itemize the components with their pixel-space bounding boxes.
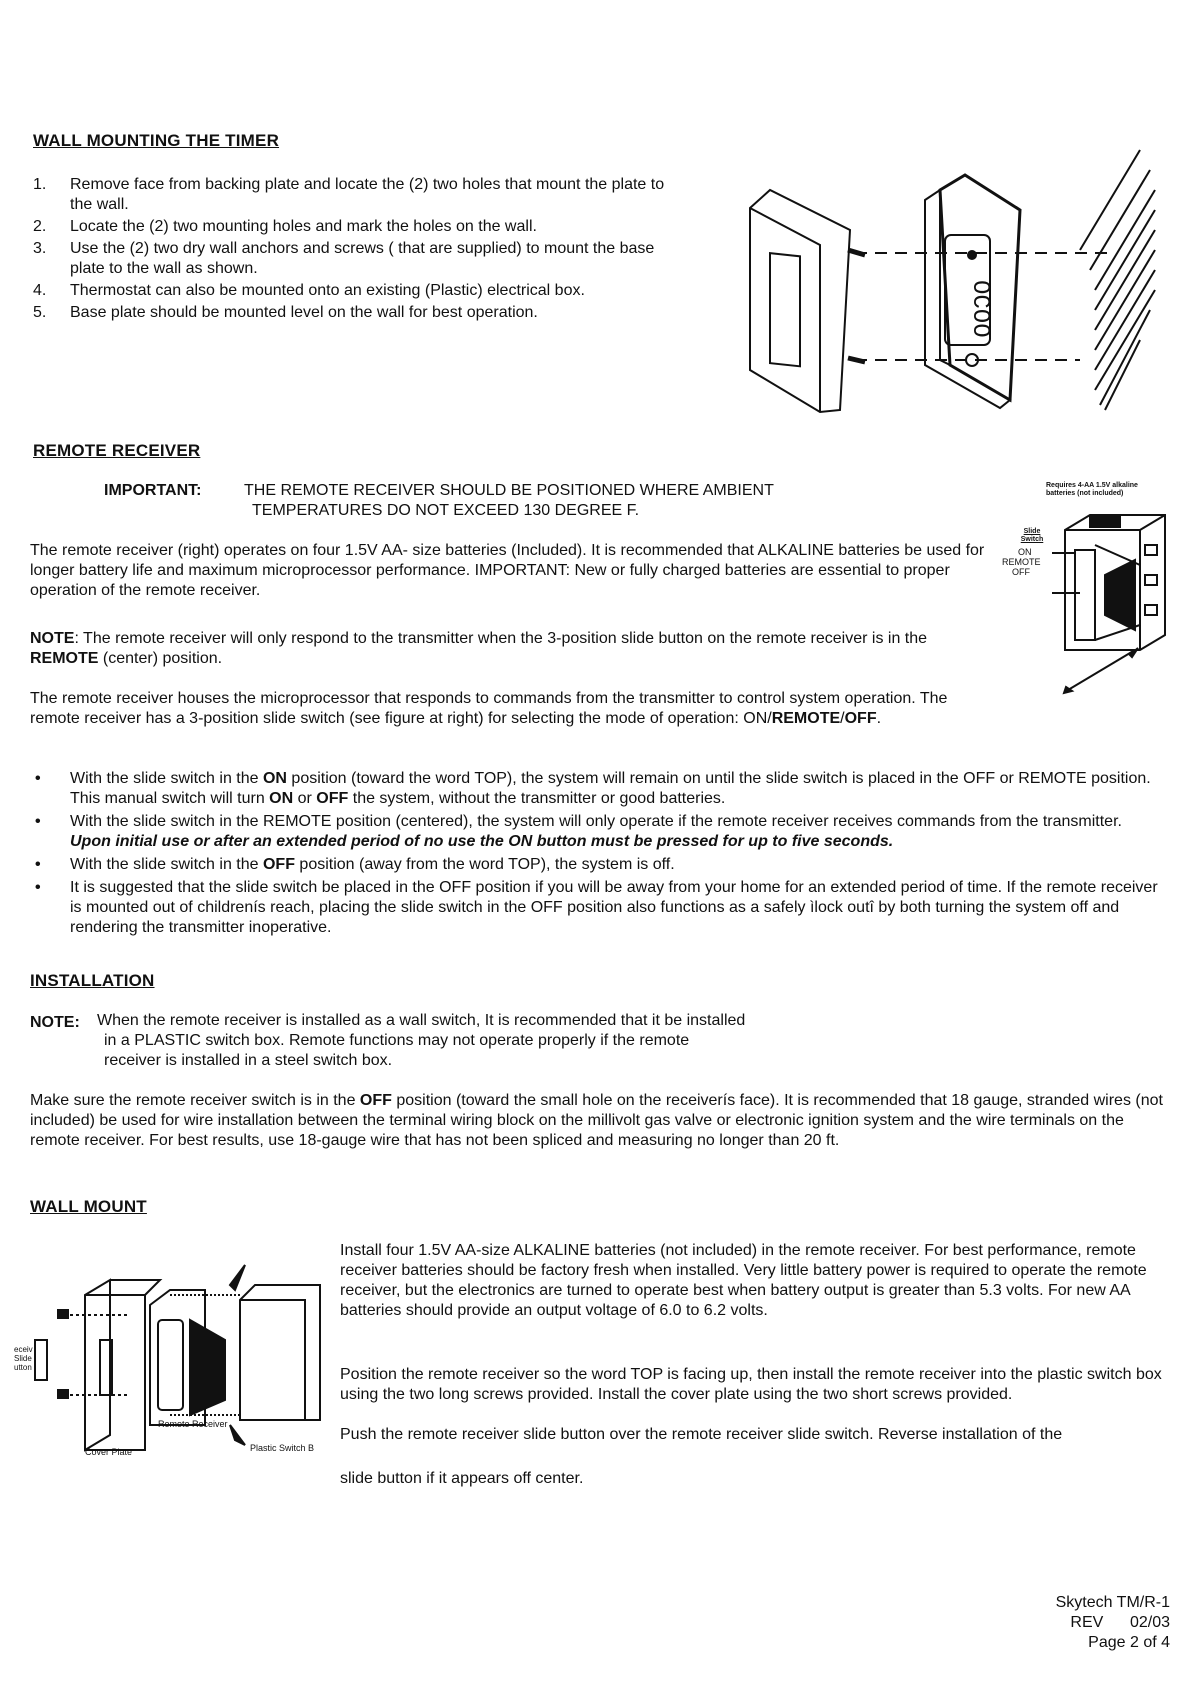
list-item: • With the slide switch in the OFF position (away from the word TOP), the system is off.	[35, 856, 675, 873]
figure-remote-label: REMOTE	[1002, 557, 1041, 567]
wall-mount-para-3-line-1: Push the remote receiver slide button over the remote receiver slide switch. Reverse installation of the	[340, 1426, 1063, 1443]
installation-note-line-1: When the remote receiver is installed as a wall switch, It is recommended that it be installed	[97, 1012, 746, 1029]
slide-switch-bullets	[33, 769, 1163, 941]
section-heading-wall-mounting: WALL MOUNTING THE TIMER	[33, 131, 280, 150]
figure-plastic-switch-label: Plastic Switch B	[250, 1443, 315, 1453]
footer-model: Skytech TM/R-1	[1055, 1594, 1170, 1611]
list-item: 2. Locate the (2) two mounting holes and mark the holes on the wall.	[33, 218, 537, 235]
important-label: IMPORTANT:	[104, 482, 202, 499]
wall-mount-para-3-line-2: slide button if it appears off center.	[340, 1470, 584, 1487]
footer-page-number: Page 2 of 4	[1088, 1634, 1170, 1651]
figure-requires-label: Requires 4-AA 1.5V alkaline batteries (not included)	[1046, 482, 1138, 497]
installation-note-label: NOTE:	[30, 1014, 80, 1031]
figure-remote-receiver-label: Remote Receiver	[158, 1419, 228, 1429]
list-item: 4. Thermostat can also be mounted onto an existing (Plastic) electrical box.	[33, 282, 585, 299]
footer	[1000, 1593, 1170, 1653]
important-line-2: TEMPERATURES DO NOT EXCEED 130 DEGREE F.	[252, 502, 640, 519]
list-item: • With the slide switch in the ON position (toward the word TOP), the system will remain on until the slide switch is placed in the OFF or REMOTE position. This manual switch will turn ON or OFF the system, without the transmitter or good batteries.	[35, 770, 1151, 807]
list-item: 5. Base plate should be mounted level on the wall for best operation.	[33, 304, 538, 321]
figure-on-label: ON	[1018, 547, 1032, 557]
remote-receiver-diagram	[1060, 505, 1170, 695]
list-item: • It is suggested that the slide switch be placed in the OFF position if you will be away from your home for an extended period of time. If the remote receiver is mounted out of childrenís reach, placing the slide switch in the OFF position also functions as a safely ìlock outî by both turning the system off and rendering the transmitter inoperative.	[35, 879, 1158, 936]
wall-mount-para-1: Install four 1.5V AA-size ALKALINE batteries (not included) in the remote receiver. For best performance, remote receiver batteries should be factory fresh when installed. Very little battery power is required to operate the remote receiver, but the electronics are turned to operate best when battery output is greater than 5.3 volts. For new AA batteries should provide an output voltage of 6.0 to 6.2 volts.	[340, 1242, 1147, 1319]
wall-mount-para-2: Position the remote receiver so the word TOP is facing up, then install the remote receiver into the plastic switch box using the two long screws provided. Install the cover plate using the two short screws provided.	[340, 1366, 1162, 1403]
wall-mounting-steps	[33, 175, 683, 325]
remote-receiver-para-3: The remote receiver houses the microprocessor that responds to commands from the transmitter to control system operation. The remote receiver has a 3-position slide switch (see figure at right) for selecting the mode of operation: ON/REMOTE/OFF.	[30, 690, 948, 727]
list-item: • With the slide switch in the REMOTE position (centered), the system will only operate if the remote receiver receives commands from the transmitter. Upon initial use or after an extended period of no use the ON button must be pressed for up to five seconds.	[35, 813, 1122, 850]
timer-mounting-diagram	[740, 150, 1160, 430]
installation-note-line-2: in a PLASTIC switch box. Remote functions may not operate properly if the remote	[104, 1032, 690, 1049]
remote-receiver-para-1: The remote receiver (right) operates on four 1.5V AA- size batteries (Included). It is recommended that ALKALINE batteries be used for longer battery life and maximum microprocessor performance. IMPORTANT: New or fully charged batteries are essential to proper operation of the remote receiver.	[30, 542, 985, 599]
installation-para: Make sure the remote receiver switch is in the OFF position (toward the small hole on the receiverís face). It is recommended that 18 gauge, stranded wires (not included) be used for wire installation between the terminal wiring block on the millivolt gas valve or electronic ignition system and the wire terminals on the remote receiver. For best results, use 18-gauge wire that has not been spliced and measuring no longer than 20 ft.	[30, 1092, 1163, 1149]
wall-mount-side-label: eceiv Slide utton	[14, 1345, 33, 1372]
list-item: 3. Use the (2) two dry wall anchors and screws ( that are supplied) to mount the base plate to the wall as shown.	[33, 240, 655, 277]
important-line-1: THE REMOTE RECEIVER SHOULD BE POSITIONED WHERE AMBIENT	[244, 482, 774, 499]
remote-receiver-note: NOTE: The remote receiver will only respond to the transmitter when the 3-position slide button on the remote receiver is in the REMOTE (center) position.	[30, 630, 928, 667]
figure-cover-plate-label: Cover Plate	[85, 1447, 133, 1457]
list-item: 1. Remove face from backing plate and locate the (2) two holes that mount the plate to the wall.	[33, 176, 665, 213]
figure-off-label: OFF	[1012, 567, 1030, 577]
figure-slide-switch-label: Slide Switch	[1020, 528, 1044, 543]
svg-text:OCOO: OCOO	[966, 280, 993, 338]
installation-note-line-3: receiver is installed in a steel switch box.	[104, 1052, 393, 1069]
section-heading-wall-mount: WALL MOUNT	[30, 1197, 147, 1216]
section-heading-installation: INSTALLATION	[30, 971, 155, 990]
section-heading-remote-receiver: REMOTE RECEIVER	[33, 441, 201, 460]
footer-rev: REV 02/03	[1070, 1614, 1170, 1631]
